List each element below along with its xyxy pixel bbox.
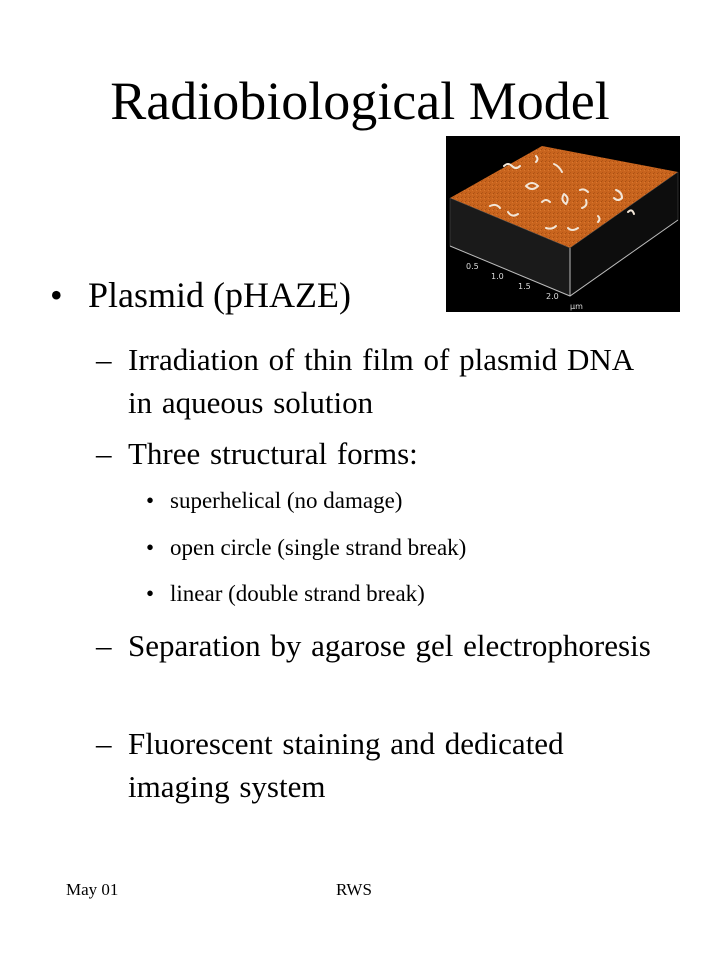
afm-surface-graphic: [446, 136, 680, 312]
footer-date: May 01: [66, 880, 119, 899]
subitem-separation: [96, 624, 656, 667]
dash-marker: –: [96, 342, 112, 377]
dash-marker: –: [96, 628, 112, 663]
dot-marker: •: [146, 535, 155, 560]
axis-tick-0-5: 0.5: [466, 262, 479, 271]
subitem-text: Separation by agarose gel electrophoresis: [128, 628, 651, 663]
footer-author: RWS: [336, 880, 372, 899]
subitem-text: Fluorescent staining and dedicated imaging system: [128, 726, 564, 804]
bullet-text: Plasmid (pHAZE): [88, 275, 351, 315]
subitem-staining: [96, 722, 656, 808]
subitem-irradiation: [96, 338, 656, 424]
axis-unit-label: µm: [570, 302, 583, 311]
dash-marker: –: [96, 436, 112, 471]
form-text: superhelical (no damage): [170, 488, 403, 513]
dash-marker: –: [96, 726, 112, 761]
form-text: linear (double strand break): [170, 581, 425, 606]
form-text: open circle (single strand break): [170, 535, 467, 560]
dot-marker: •: [146, 581, 155, 606]
bullet-marker: •: [50, 275, 63, 315]
dot-marker: •: [146, 488, 155, 513]
afm-plasmid-image: [446, 136, 680, 312]
form-superhelical: [146, 486, 402, 516]
axis-tick-1-5: 1.5: [518, 282, 531, 291]
form-open-circle: [146, 533, 466, 563]
slide-title: Radiobiological Model: [110, 71, 610, 131]
subitem-text: Three structural forms:: [128, 436, 418, 471]
axis-tick-1-0: 1.0: [491, 272, 504, 281]
form-linear: [146, 579, 425, 609]
axis-tick-2-0: 2.0: [546, 292, 559, 301]
subitem-structural-forms: [96, 432, 656, 475]
subitem-text: Irradiation of thin film of plasmid DNA in aqueous solution: [128, 342, 633, 420]
